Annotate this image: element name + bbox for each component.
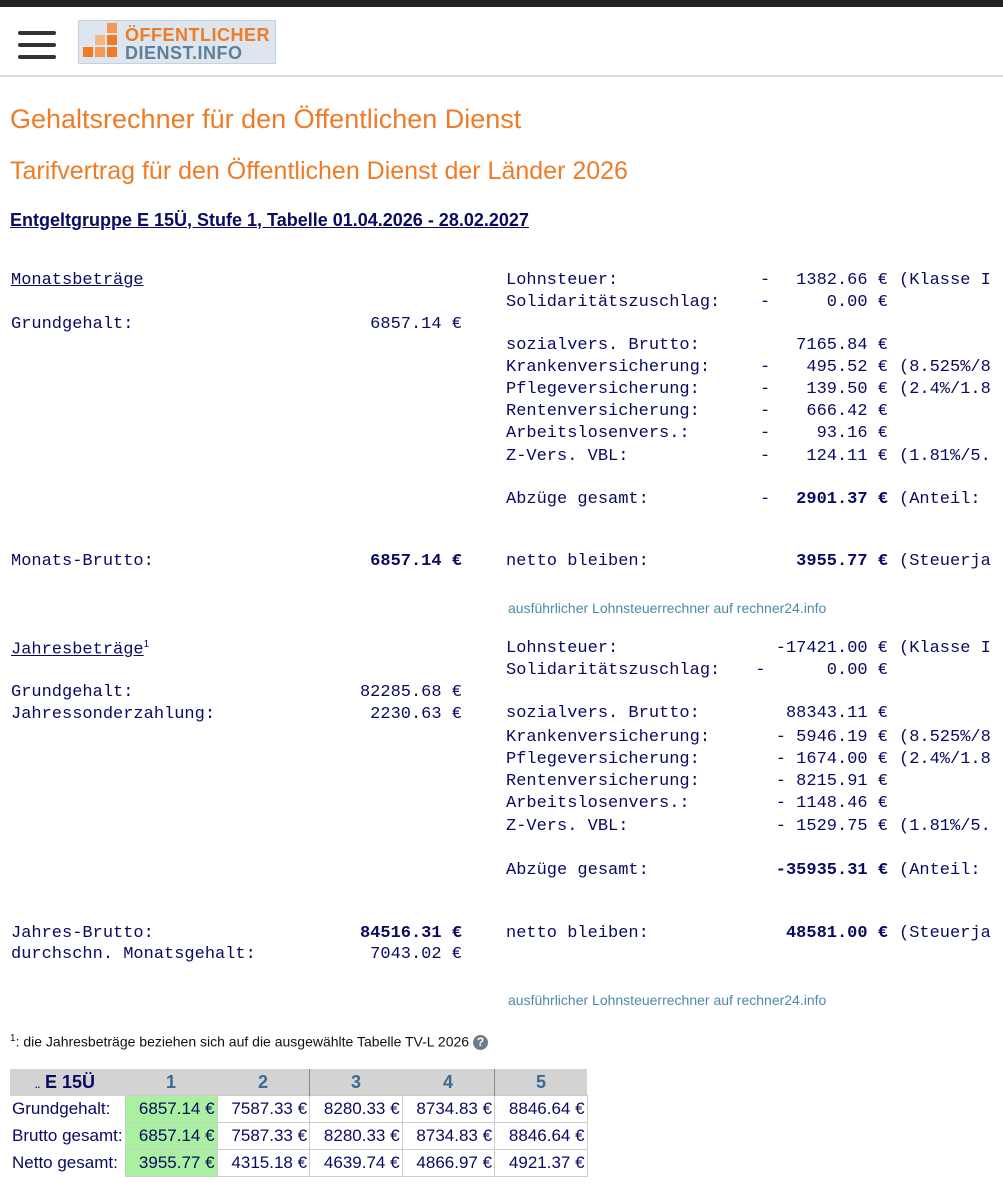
yearly-item-value: - 0.00 € xyxy=(755,661,888,680)
table-cell[interactable]: 4866.97 € xyxy=(402,1150,495,1177)
step-comparison-table xyxy=(10,1069,588,1177)
yearly-heading: Jahresbeträge xyxy=(11,640,144,660)
table-row-label: Netto gesamt: xyxy=(12,1153,118,1172)
table-col-header[interactable]: 4 xyxy=(402,1069,495,1096)
page-subtitle: Tarifvertrag für den Öffentlichen Dienst der Länder 2026 xyxy=(10,157,628,185)
top-bar xyxy=(0,0,1003,7)
monthly-grundgehalt-value: 6857.14 € xyxy=(370,315,462,334)
table-corner-prefix: .. xyxy=(35,1079,41,1090)
yearly-avg-value: 7043.02 € xyxy=(370,945,462,964)
yearly-item-value: - 1148.46 € xyxy=(775,794,888,813)
table-col-header[interactable]: 2 xyxy=(217,1069,310,1096)
yearly-sonderzahlung-value: 2230.63 € xyxy=(370,705,462,724)
table-cell[interactable]: 8280.33 € xyxy=(310,1096,403,1123)
yearly-item-value: - 5946.19 € xyxy=(775,728,888,747)
monthly-brutto-label: Monats-Brutto: xyxy=(11,552,154,571)
monthly-item-value: 124.11 € xyxy=(806,447,888,466)
footnote xyxy=(10,1033,488,1050)
yearly-avg-label: durchschn. Monatsgehalt: xyxy=(11,945,256,964)
table-header-row xyxy=(10,1069,587,1096)
table-corner-label: E 15Ü xyxy=(45,1071,96,1092)
monthly-deductions-label: Abzüge gesamt: xyxy=(506,490,649,509)
yearly-item-label: Lohnsteuer: xyxy=(506,639,619,658)
yearly-item-value: - 1674.00 € xyxy=(775,750,888,769)
table-cell[interactable]: 7587.33 € xyxy=(217,1123,310,1150)
yearly-item-label: Z-Vers. VBL: xyxy=(506,817,629,836)
monthly-item-label: Arbeitslosenvers.: xyxy=(506,424,690,443)
hamburger-menu-icon[interactable] xyxy=(18,31,58,61)
yearly-grundgehalt-value: 82285.68 € xyxy=(359,683,462,702)
yearly-net-label: netto bleiben: xyxy=(506,924,649,943)
salary-group-heading: Entgeltgruppe E 15Ü, Stufe 1, Tabelle 01.04.2026 - 28.02.2027 xyxy=(10,210,529,230)
monthly-item-note: (2.4%/1.8 xyxy=(899,380,991,399)
yearly-deductions-label: Abzüge gesamt: xyxy=(506,861,649,880)
yearly-item-label: Arbeitslosenvers.: xyxy=(506,794,690,813)
table-cell[interactable]: 6857.14 € xyxy=(125,1123,217,1150)
monthly-grundgehalt-label: Grundgehalt: xyxy=(11,315,134,334)
yearly-item-label: Krankenversicherung: xyxy=(506,728,711,747)
monthly-net-note: (Steuerja xyxy=(899,552,991,571)
yearly-item-note: (2.4%/1.8 xyxy=(899,750,991,769)
table-col-header[interactable]: 3 xyxy=(310,1069,403,1096)
table-cell[interactable]: 4315.18 € xyxy=(217,1150,310,1177)
yearly-item-value: - 1529.75 € xyxy=(775,817,888,836)
monthly-item-sign: - xyxy=(760,358,771,377)
monthly-item-label: sozialvers. Brutto: xyxy=(506,336,700,355)
yearly-item-note: (8.525%/8 xyxy=(899,728,991,747)
table-cell[interactable]: 8734.83 € xyxy=(402,1096,495,1123)
table-row xyxy=(10,1150,587,1177)
logo-text-top: ÖFFENTLICHER xyxy=(125,25,270,45)
table-cell[interactable]: 8280.33 € xyxy=(310,1123,403,1150)
monthly-tax-calculator-link[interactable]: ausführlicher Lohnsteuerrechner auf rechner24.info xyxy=(508,600,827,616)
yearly-brutto-value: 84516.31 € xyxy=(359,924,462,943)
site-logo[interactable] xyxy=(78,20,276,64)
yearly-deductions-note: (Anteil: xyxy=(899,861,981,880)
monthly-item-label: Lohnsteuer: xyxy=(506,271,619,290)
table-row-label: Grundgehalt: xyxy=(12,1099,111,1118)
monthly-item-note: (8.525%/8 xyxy=(899,358,991,377)
table-col-header[interactable]: 5 xyxy=(495,1069,588,1096)
table-cell[interactable]: 8846.64 € xyxy=(495,1096,588,1123)
table-cell[interactable]: 3955.77 € xyxy=(125,1150,217,1177)
table-col-header[interactable]: 1 xyxy=(125,1069,217,1096)
yearly-item-label: sozialvers. Brutto: xyxy=(506,704,700,723)
yearly-net-value: 48581.00 € xyxy=(785,924,888,943)
yearly-item-value: - 8215.91 € xyxy=(775,772,888,791)
yearly-sonderzahlung-label: Jahressonderzahlung: xyxy=(11,705,216,724)
monthly-item-sign: - xyxy=(760,424,771,443)
monthly-item-note: (Klasse I xyxy=(899,271,991,290)
yearly-item-label: Pflegeversicherung: xyxy=(506,750,700,769)
table-row xyxy=(10,1096,587,1123)
monthly-item-label: Krankenversicherung: xyxy=(506,358,711,377)
monthly-net-value: 3955.77 € xyxy=(796,552,888,571)
monthly-item-sign: - xyxy=(760,447,771,466)
yearly-tax-calculator-link[interactable]: ausführlicher Lohnsteuerrechner auf rechner24.info xyxy=(508,992,827,1008)
monthly-item-label: Z-Vers. VBL: xyxy=(506,447,629,466)
table-corner-cell xyxy=(10,1069,125,1096)
yearly-deductions-value: -35935.31 € xyxy=(775,861,888,880)
yearly-item-note: (Klasse I xyxy=(899,639,991,658)
monthly-item-sign: - xyxy=(760,380,771,399)
table-cell[interactable]: 4921.37 € xyxy=(495,1150,588,1177)
monthly-item-value: 1382.66 € xyxy=(796,271,888,290)
yearly-item-value: 88343.11 € xyxy=(765,704,888,723)
monthly-deductions-sign: - xyxy=(760,490,771,509)
table-row xyxy=(10,1123,587,1150)
monthly-heading: Monatsbeträge xyxy=(11,271,144,290)
table-row-label: Brutto gesamt: xyxy=(12,1126,123,1145)
help-question-icon[interactable]: ? xyxy=(473,1035,488,1050)
monthly-item-sign: - xyxy=(760,293,771,312)
monthly-item-value: 495.52 € xyxy=(806,358,888,377)
monthly-item-label: Rentenversicherung: xyxy=(506,402,700,421)
footnote-text: : die Jahresbeträge beziehen sich auf die ausgewählte Tabelle TV-L 2026 xyxy=(15,1033,470,1050)
yearly-item-label: Solidaritätszuschlag: xyxy=(506,661,721,680)
yearly-net-note: (Steuerja xyxy=(899,924,991,943)
logo-text-bottom: DIENST.INFO xyxy=(125,43,243,63)
yearly-brutto-label: Jahres-Brutto: xyxy=(11,924,154,943)
monthly-item-label: Solidaritätszuschlag: xyxy=(506,293,721,312)
monthly-item-value: 93.16 € xyxy=(816,424,888,443)
table-cell[interactable]: 6857.14 € xyxy=(125,1096,217,1123)
yearly-heading-footnote: 1 xyxy=(143,639,150,650)
monthly-item-label: Pflegeversicherung: xyxy=(506,380,700,399)
yearly-item-note: (1.81%/5. xyxy=(899,817,991,836)
monthly-item-note: (1.81%/5. xyxy=(899,447,991,466)
monthly-item-value: 0.00 € xyxy=(826,293,888,312)
monthly-deductions-value: 2901.37 € xyxy=(796,490,888,509)
table-cell[interactable]: 8846.64 € xyxy=(495,1123,588,1150)
table-cell[interactable]: 4639.74 € xyxy=(310,1150,403,1177)
monthly-item-value: 139.50 € xyxy=(806,380,888,399)
yearly-item-label: Rentenversicherung: xyxy=(506,772,700,791)
table-cell[interactable]: 8734.83 € xyxy=(402,1123,495,1150)
monthly-item-sign: - xyxy=(760,402,771,421)
yearly-grundgehalt-label: Grundgehalt: xyxy=(11,683,134,702)
monthly-item-sign: - xyxy=(760,271,771,290)
monthly-net-label: netto bleiben: xyxy=(506,552,649,571)
monthly-brutto-value: 6857.14 € xyxy=(370,552,462,571)
yearly-heading-wrap xyxy=(11,639,149,660)
site-header xyxy=(0,7,1003,77)
monthly-item-value: 7165.84 € xyxy=(796,336,888,355)
table-cell[interactable]: 7587.33 € xyxy=(217,1096,310,1123)
yearly-item-value: -17421.00 € xyxy=(775,639,888,658)
footnote-marker: 1 xyxy=(10,1033,16,1044)
page-title: Gehaltsrechner für den Öffentlichen Dienst xyxy=(10,104,522,134)
monthly-item-value: 666.42 € xyxy=(806,402,888,421)
monthly-deductions-note: (Anteil: xyxy=(899,490,981,509)
